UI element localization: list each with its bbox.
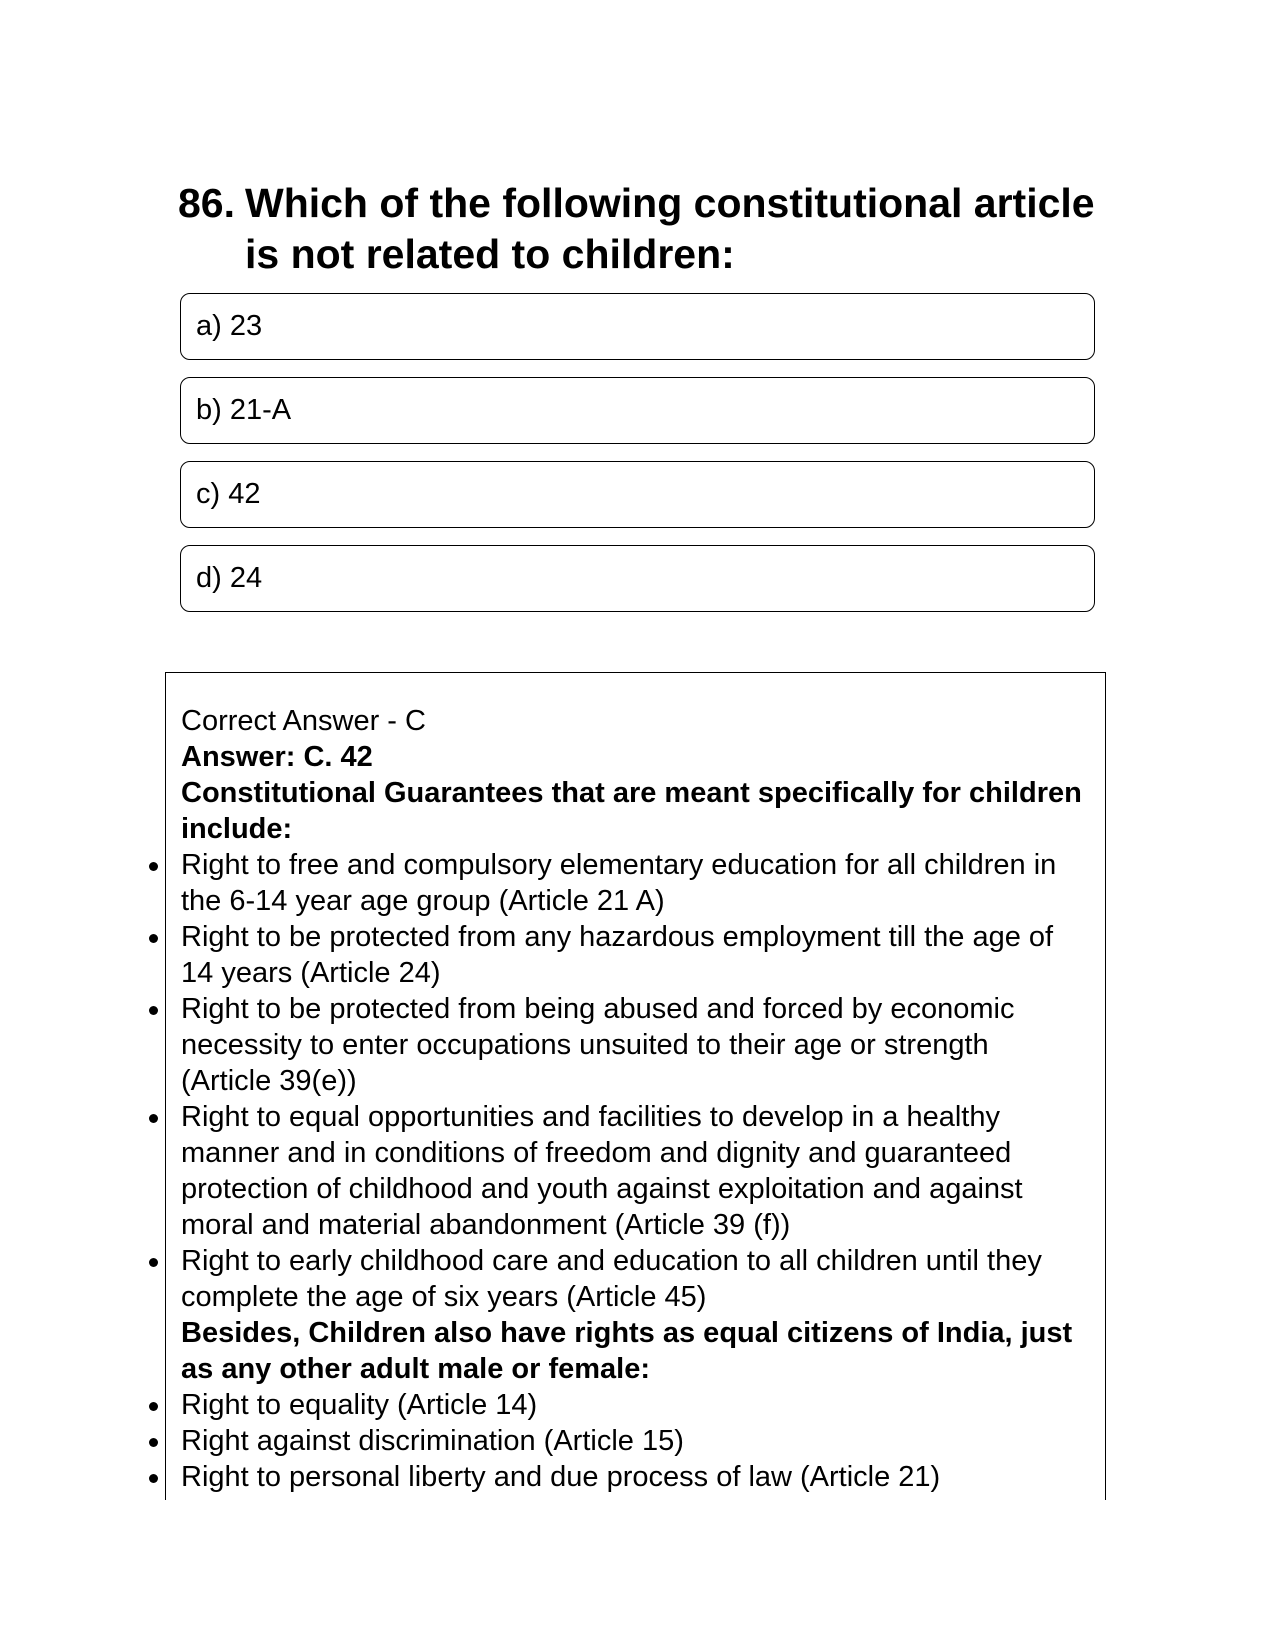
correct-answer-line: Correct Answer - C [181, 705, 426, 737]
list-item: Right to personal liberty and due process of law (Article 21) [181, 1459, 1086, 1495]
list-item: Right to equal opportunities and facilities to develop in a healthy manner and in conditions of freedom and dignity and guaranteed protection of childhood and youth against exploitation and against moral and material abandonment (Article 39 (f)) [181, 1099, 1086, 1243]
list-item: Right to free and compulsory elementary education for all children in the 6-14 year age group (Article 21 A) [181, 847, 1086, 919]
bullet-icon [149, 1402, 158, 1411]
bullet-icon [149, 1474, 158, 1483]
options-list [180, 293, 1095, 629]
list-item: Right against discrimination (Article 15) [181, 1423, 1086, 1459]
option-b[interactable]: b) 21-A [180, 377, 1095, 444]
list-item: Right to be protected from being abused and forced by economic necessity to enter occupations unsuited to their age or strength (Article 39(e)) [181, 991, 1086, 1099]
list-item: Right to early childhood care and education to all children until they complete the age of six years (Article 45) [181, 1243, 1086, 1315]
list-item: Right to be protected from any hazardous employment till the age of 14 years (Article 24) [181, 919, 1086, 991]
bullet-icon [149, 1114, 158, 1123]
option-c[interactable]: c) 42 [180, 461, 1095, 528]
option-a[interactable]: a) 23 [180, 293, 1095, 360]
bullet-icon [149, 862, 158, 871]
question [178, 178, 1098, 280]
answer-content [181, 703, 1086, 1495]
citizens-rights-heading: Besides, Children also have rights as equal citizens of India, just as any other adult male or female: [181, 1317, 1073, 1385]
citizens-rights-list [181, 1387, 1086, 1495]
option-d[interactable]: d) 24 [180, 545, 1095, 612]
guarantees-list [181, 847, 1086, 1315]
question-number: 86. [178, 180, 235, 226]
guarantees-heading: Constitutional Guarantees that are meant specifically for children include: [181, 777, 1082, 845]
bullet-icon [149, 934, 158, 943]
bullet-icon [149, 1006, 158, 1015]
bullet-icon [149, 1258, 158, 1267]
list-item: Right to equality (Article 14) [181, 1387, 1086, 1423]
question-text: Which of the following constitutional article is not related to children: [245, 180, 1095, 277]
bullet-icon [149, 1438, 158, 1447]
answer-box [165, 672, 1106, 1500]
answer-line: Answer: C. 42 [181, 741, 373, 773]
